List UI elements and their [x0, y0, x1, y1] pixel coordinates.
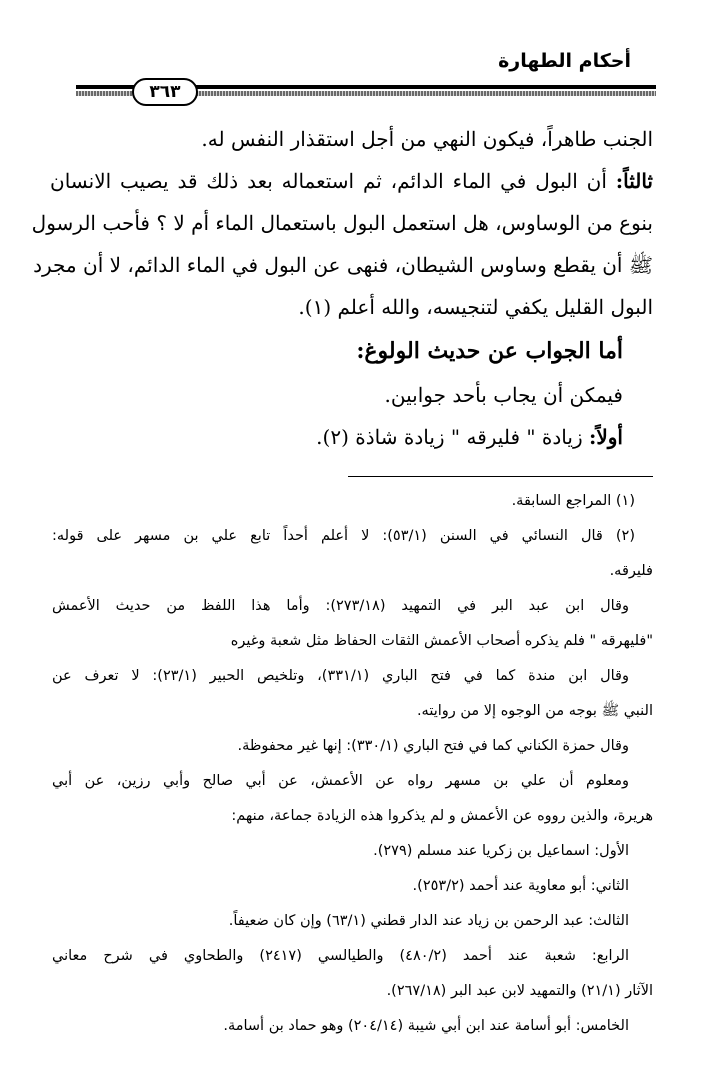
text-line [50, 160, 653, 202]
footnote-line: الثاني: أبو معاوية عند أحمد (٢٥٣/٢). [412, 878, 629, 894]
main-text [31, 118, 653, 458]
text-line: البول القليل يكفي لتنجيسه، والله أعلم (١). [298, 295, 653, 319]
page-number: ٣٦٣ [132, 78, 198, 106]
text-line [50, 416, 653, 458]
footnote-line: الرابع: شعبة عند أحمد (٤٨٠/٢) والطيالسي (٢٤١٧) والطحاوي في شرح معاني [52, 948, 629, 964]
third-point-text: أن البول في الماء الدائم، ثم استعماله بعد ذلك قد يصيب الانسان [50, 169, 607, 193]
footnote-line: "فليهرقه " فلم يذكره أصحاب الأعمش الثقات الحفاظ مثل شعبة وغيره [230, 633, 653, 649]
footnote-line: ومعلوم أن علي بن مسهر رواه عن الأعمش، عن أبي صالح وأبي رزين، عن أبي [52, 773, 629, 789]
footnote-line: هريرة، والذين رووه عن الأعمش و لم يذكروا هذه الزيادة جماعة، منهم: [231, 808, 653, 824]
footnote: (٢) قال النسائي في السنن (٥٣/١): لا أعلم أحداً تابع علي بن مسهر على قوله: [52, 528, 635, 544]
text-line: ﷺ أن يقطع وساوس الشيطان، فنهى عن البول في الماء الدائم، لا أن مجرد [33, 253, 653, 277]
first-point-text: زيادة " فليرقه " زيادة شاذة (٢). [316, 425, 583, 449]
third-point-label: ثالثاً: [615, 169, 653, 193]
text-line: فيمكن أن يجاب بأحد جوابين. [384, 383, 623, 407]
footnote-line: الخامس: أبو أسامة عند ابن أبي شيبة (٢٠٤/١٤) وهو حماد بن أسامة. [223, 1018, 629, 1034]
footnote-line: فليرقه. [609, 563, 653, 579]
section-heading: أما الجواب عن حديث الولوغ: [356, 338, 623, 364]
footnote-line: وقال ابن عبد البر في التمهيد (٢٧٣/١٨): وأما هذا اللفظ من حديث الأعمش [52, 598, 629, 614]
footnote-line: وقال ابن مندة كما في فتح الباري (٣٣١/١)، وتلخيص الحبير (٢٣/١): لا تعرف عن [52, 668, 629, 684]
footnote-line: الآثار (٢١/١) والتمهيد لابن عبد البر (٢٦٧/١٨). [386, 983, 653, 999]
footnote-line: النبي ﷺ بوجه من الوجوه إلا من روايته. [416, 703, 653, 719]
footnote: (١) المراجع السابقة. [511, 493, 635, 509]
first-point-label: أولاً: [588, 425, 623, 449]
text-line: الجنب طاهراً، فيكون النهي من أجل استقذار النفس له. [201, 127, 653, 151]
footnotes [52, 484, 653, 1044]
footnote-line: الأول: اسماعيل بن زكريا عند مسلم (٢٧٩). [373, 843, 629, 859]
running-header-title: أحكام الطهارة [498, 50, 631, 72]
footnote-line: وقال حمزة الكناني كما في فتح الباري (٣٣٠/١): إنها غير محفوظة. [237, 738, 629, 754]
footnote-separator [348, 476, 653, 477]
text-line: بنوع من الوساوس، هل استعمل البول باستعمال الماء أم لا ؟ فأحب الرسول [31, 211, 653, 235]
footnote-line: الثالث: عبد الرحمن بن زياد عند الدار قطني (٦٣/١) وإن كان ضعيفاً. [228, 913, 629, 929]
